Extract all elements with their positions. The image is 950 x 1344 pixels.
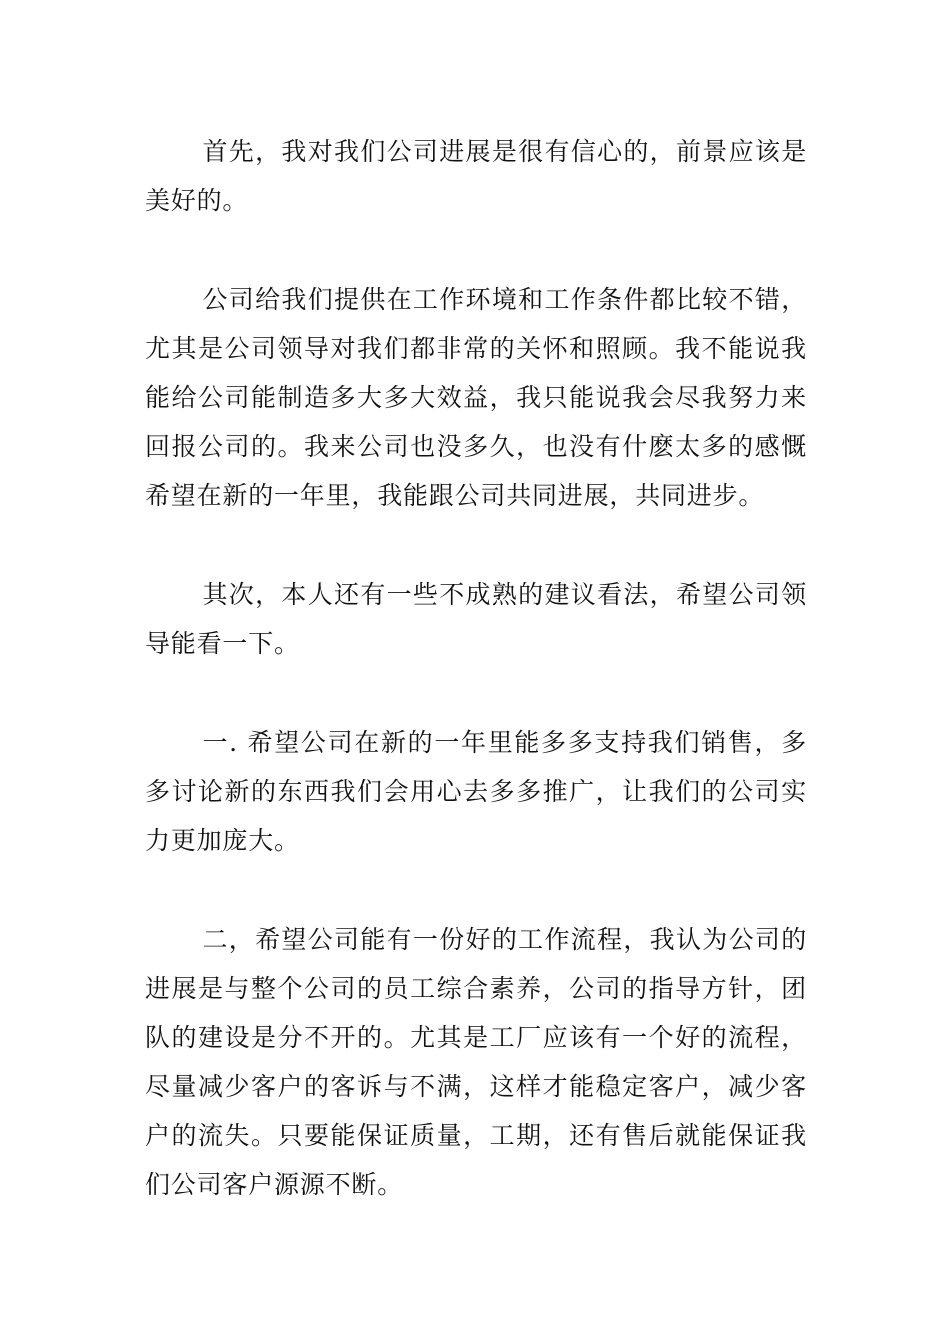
paragraph-suggestion-one: 一. 希望公司在新的一年里能多多支持我们销售，多多讨论新的东西我们会用心去多多推广，让我们的公司实力更加庞大。 — [145, 728, 807, 855]
paragraph-suggestions-intro: 其次，本人还有一些不成熟的建议看法，希望公司领导能看一下。 — [145, 580, 807, 658]
document-body — [145, 127, 807, 1259]
paragraph-work-environment: 公司给我们提供在工作环境和工作条件都比较不错，尤其是公司领导对我们都非常的关怀和照顾。我不能说我能给公司能制造多大多大效益，我只能说我会尽我努力来回报公司的。我来公司也没多久，也没有什麽太多的感慨希望在新的一年里，我能跟公司共同进展，共同进步。 — [145, 285, 807, 510]
paragraph-confidence: 首先，我对我们公司进展是很有信心的，前景应该是美好的。 — [145, 137, 807, 215]
paragraph-suggestion-two: 二，希望公司能有一份好的工作流程，我认为公司的进展是与整个公司的员工综合素养，公司的指导方针，团队的建设是分不开的。尤其是工厂应该有一个好的流程，尽量减少客户的客诉与不满，这样才能稳定客户，减少客户的流失。只要能保证质量，工期，还有售后就能保证我们公司客户源源不断。 — [145, 925, 807, 1199]
